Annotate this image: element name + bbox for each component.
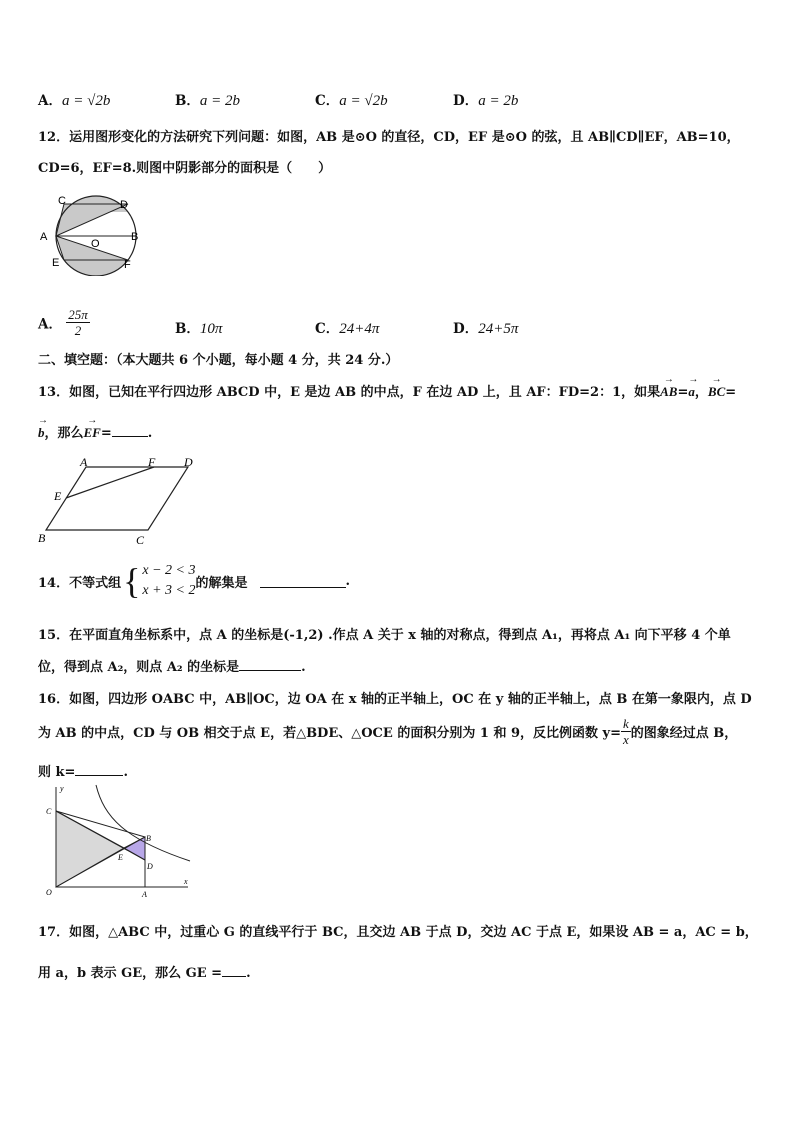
q16-label-o: O [46,888,52,897]
q13-label-c: C [136,533,145,547]
q14-brace: { [123,561,141,601]
q11-option-c-expr: a = √2b [339,93,388,109]
q12-option-a: A． $\frac{25\pi}{2}$ [38,307,88,338]
q15-answer-blank[interactable] [239,658,301,671]
q16-coordinate-figure [38,783,194,901]
q15-stem-line2: 位，得到点 A₂，则点 A₂ 的坐标是 . [38,660,306,675]
q13-label-d: D [184,455,193,469]
q12-stem-line2: CD=6，EF=8.则图中阴影部分的面积是（ ） [38,161,332,176]
q11-option-a: A．a = √2b [38,93,111,109]
q13-label-b: B [38,531,46,545]
q12-option-c: C．24+4π [315,321,380,337]
q14-inequality-2: x + 3 < 2 [142,583,196,598]
q16-stem-line3: 则 k= . [38,765,128,780]
q13-vector-bc: → BC [708,384,725,400]
q16-stem-line1: 16．如图，四边形 OABC 中，AB∥OC，边 OA 在 x 轴的正半轴上，OC 在 y 轴的正半轴上，点 B 在第一象限内，点 D [38,692,752,707]
q13-vector-b: → b [38,425,45,441]
q11-option-d-expr: a = 2b [478,93,519,109]
q17-stem-line1: 17．如图，△ABC 中，过重心 G 的直线平行于 BC，且交边 AB 于点 D，交边 AC 于点 E，如果设 AB = a，AC = b， [38,925,758,940]
q13-parallelogram-figure [36,454,198,548]
q14-answer-blank[interactable] [260,575,346,588]
q16-label-y: y [60,784,64,793]
q13-label-f: F [148,455,156,469]
q16-label-d: D [147,862,153,871]
q12-label-o: O [91,238,100,250]
q11-option-b: B．a = 2b [175,93,241,109]
q13-label-e: E [54,489,62,503]
q16-label-b: B [146,834,151,843]
q17-stem-line2: 用 a，b 表示 GE，那么 GE = . [38,966,251,981]
q12-option-b: B．10π [175,321,223,337]
q12-stem-line1: 12．运用图形变化的方法研究下列问题：如图，AB 是⊙O 的直径，CD，EF 是⊙O 的弦，且 AB∥CD∥EF，AB=10， [38,130,740,145]
q16-stem-line2: 为 AB 的中点，CD 与 OB 相交于点 E，若△BDE、△OCE 的面积分别为 1 和 9，反比例函数 y= $\frac{k}{x}$ 的图象经过点 B， [38,716,738,747]
q16-triangle-oce [56,811,124,887]
q12-option-a-fraction: $\frac{25\pi}{2}$ [68,307,88,338]
q12-label-b: B [131,231,139,243]
q13-vector-ab: → AB [660,384,677,400]
q13-parallelogram [46,467,188,530]
q12-circle-figure [36,192,148,276]
q12-label-a: A [40,231,48,243]
q13-answer-blank[interactable] [112,424,148,437]
q17-answer-blank[interactable] [222,964,246,977]
q12-option-d: D．24+5π [453,321,519,337]
q11-option-a-expr: a = √2b [61,93,111,109]
q11-option-d: D．a = 2b [453,93,519,109]
q12-label-f: F [124,259,131,271]
q13-label-a: A [80,455,88,469]
q14-inequality-1: x − 2 < 3 [142,563,196,578]
q13-segment-ef [66,467,154,498]
q15-stem-line1: 15．在平面直角坐标系中，点 A 的坐标是(-1,2) .作点 A 关于 x 轴的对称点，得到点 A₁，再将点 A₁ 向下平移 4 个单 [38,628,731,643]
q16-label-a: A [142,890,147,899]
q12-label-c: C [58,195,66,207]
q11-option-b-expr: a = 2b [199,93,241,109]
section-heading-fill-in: 二、填空题：（本大题共 6 个小题，每小题 4 分，共 24 分.） [38,353,399,368]
q12-label-d: D [120,199,128,211]
q14-system [142,561,195,601]
q11-option-c: C．a = √2b [315,93,388,109]
q13-stem-line2: → b，那么→ EF= . [38,422,152,441]
q12-label-e: E [52,257,60,269]
q14-stem: 14．不等式组 { x − 2 < 3 x + 3 < 2 的解集是 . [38,561,351,601]
q16-label-e: E [118,853,123,862]
q13-vector-ef: → EF [84,425,101,441]
q13-stem-line1: 13．如图，已知在平行四边形 ABCD 中，E 是边 AB 的中点，F 在边 AD 上，且 AF：FD=2：1，如果→ AB=→ a，→ BC= [38,381,736,400]
q16-fraction-k-over-x: $\frac{k}{x}$ [622,716,629,747]
q16-label-x: x [184,877,188,886]
q16-answer-blank[interactable] [75,763,123,776]
q16-label-c: C [46,807,52,816]
q13-vector-a: → a [688,384,695,400]
